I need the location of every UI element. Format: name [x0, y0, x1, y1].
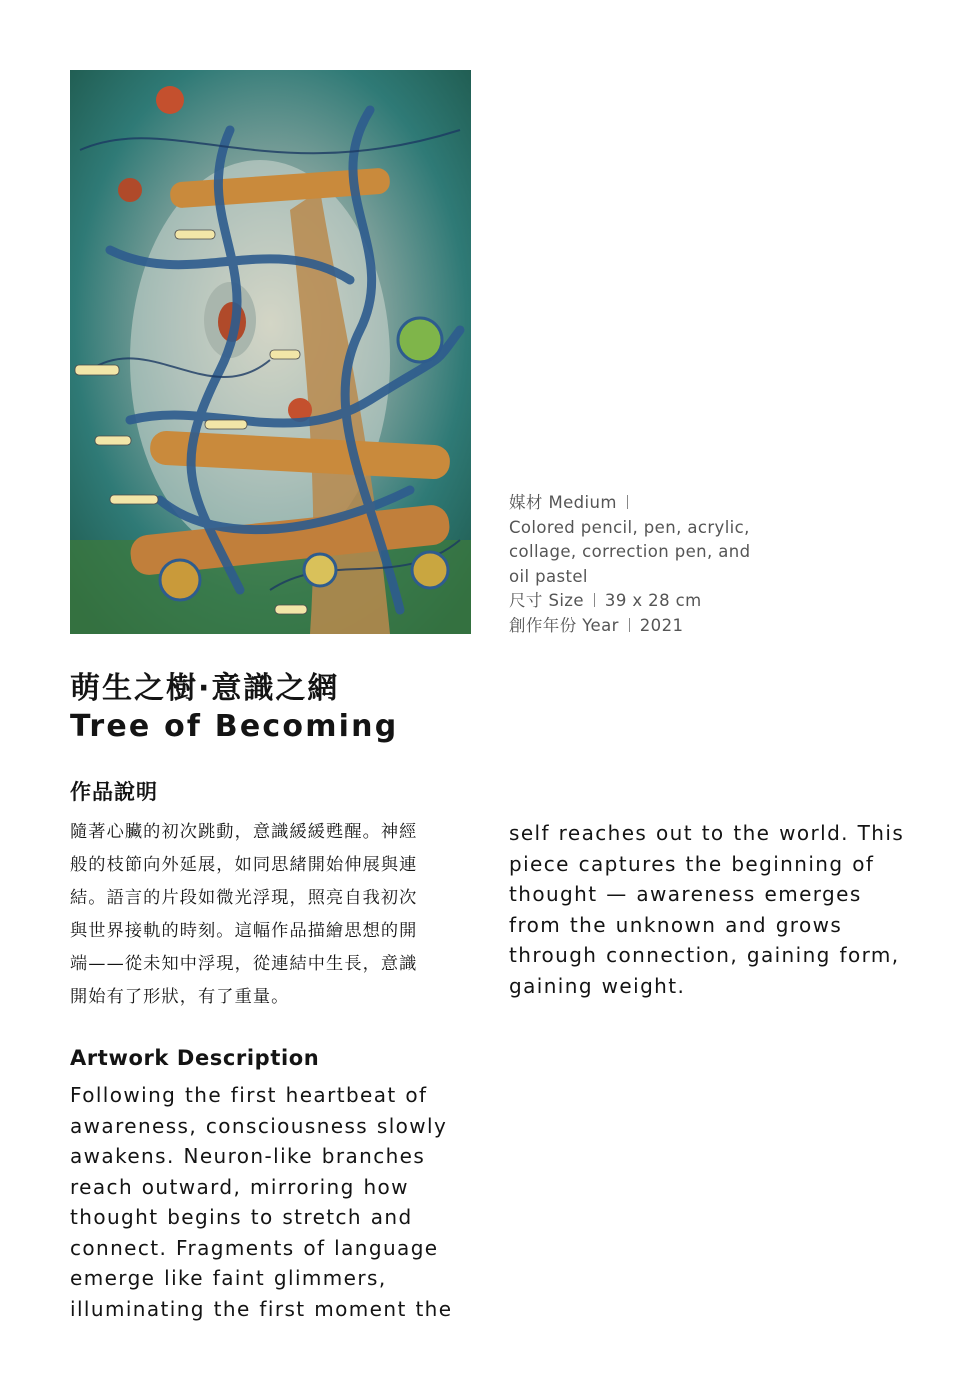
year-value: 2021 — [639, 615, 684, 635]
size-value: 39 x 28 cm — [604, 591, 702, 611]
description-chinese — [70, 816, 472, 1014]
description-line: reach outward, mirroring how — [70, 1174, 409, 1199]
artwork-meta — [509, 491, 809, 639]
medium-row — [509, 491, 809, 516]
description-line: thought begins to stretch and — [70, 1205, 413, 1229]
description-line: illuminating the first moment the — [70, 1296, 453, 1321]
description-line: gaining weight. — [509, 973, 686, 998]
description-line: through connection, gaining form, — [509, 943, 900, 967]
description-line: from the unknown and grows — [509, 912, 843, 937]
size-label: 尺寸 Size — [509, 591, 584, 611]
medium-label: 媒材 Medium — [509, 493, 617, 512]
title-english: Tree of Becoming — [70, 709, 399, 744]
size-row — [509, 589, 809, 614]
description-line: piece captures the beginning of — [509, 851, 875, 876]
description-line: 般的枝節向外延展，如同思緒開始伸展與連 — [70, 855, 418, 875]
description-line: awakens. Neuron-like branches — [70, 1144, 426, 1168]
year-label: 創作年份 Year — [509, 615, 619, 635]
description-line: emerge like faint glimmers, — [70, 1266, 387, 1290]
year-row — [509, 614, 809, 639]
description-heading-english: Artwork Description — [70, 1046, 320, 1070]
description-line: self reaches out to the world. This — [509, 821, 905, 845]
description-line: thought — awareness emerges — [509, 882, 862, 906]
description-line: Following the first heartbeat of — [70, 1083, 428, 1107]
description-english — [70, 1080, 472, 1324]
description-line: awareness, consciousness slowly — [70, 1113, 448, 1138]
description-line: 與世界接軌的時刻。這幅作品描繪思想的開 — [70, 921, 418, 941]
separator — [627, 495, 628, 509]
medium-value-line: oil pastel — [509, 566, 588, 586]
description-line: 端——從未知中浮現，從連結中生長，意識 — [70, 954, 418, 974]
separator — [629, 618, 630, 632]
artwork-image — [70, 70, 471, 634]
medium-value-line: collage, correction pen, and — [509, 542, 751, 562]
description-line: connect. Fragments of language — [70, 1235, 439, 1260]
medium-value-line: Colored pencil, pen, acrylic, — [509, 517, 750, 537]
description-heading-chinese: 作品說明 — [70, 780, 158, 804]
title-chinese: 萌生之樹·意識之網 — [70, 671, 340, 706]
separator — [594, 593, 595, 607]
description-line: 開始有了形狀，有了重量。 — [70, 987, 290, 1007]
description-english-continued — [509, 818, 911, 1001]
description-line: 結。語言的片段如微光浮現，照亮自我初次 — [70, 888, 418, 908]
description-line: 隨著心臟的初次跳動，意識緩緩甦醒。神經 — [70, 822, 418, 842]
